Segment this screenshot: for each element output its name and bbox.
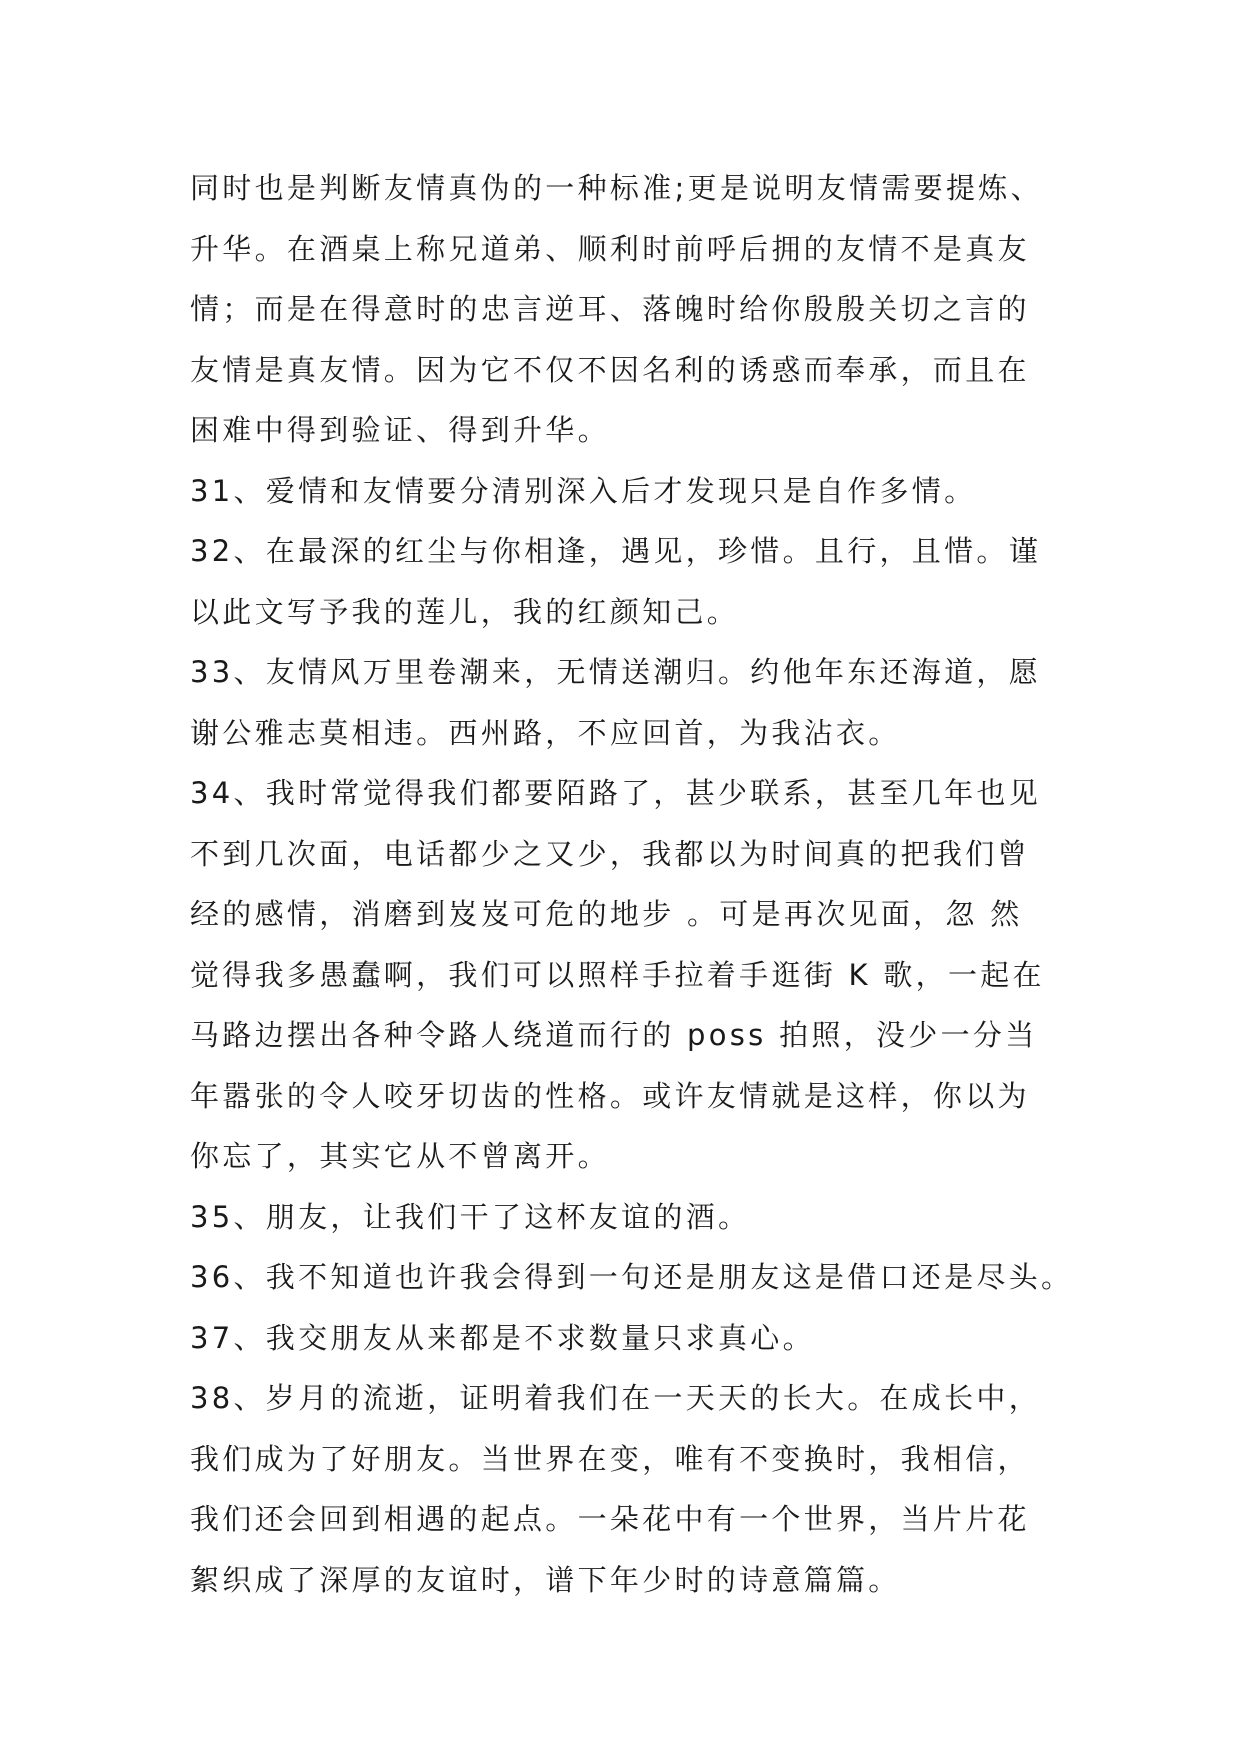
text-line: 絮织成了深厚的友谊时，谱下年少时的诗意篇篇。 [190,1562,901,1597]
text-line: 同时也是判断友情真伪的一种标准;更是说明友情需要提炼、 [190,171,1043,205]
text-line: 升华。在酒桌上称兄道弟、顺利时前呼后拥的友情不是真友 [190,231,1030,266]
text-line: 37、我交朋友从来都是不求数量只求真心。 [190,1320,815,1355]
document-body [190,158,1090,1610]
text-line: 我们还会回到相遇的起点。一朵花中有一个世界，当片片花 [190,1502,1030,1536]
text-line: 友情是真友情。因为它不仅不因名利的诱惑而奉承，而且在 [190,352,1030,387]
text-line: 38、岁月的流逝，证明着我们在一天天的长大。在成长中， [190,1381,1042,1415]
text-line: 觉得我多愚蠢啊，我们可以照样手拉着手逛街 K 歌，一起在 [190,957,1045,992]
text-line: 32、在最深的红尘与你相逢，遇见，珍惜。且行，且惜。谨 [190,534,1042,568]
text-line: 36、我不知道也许我会得到一句还是朋友这是借口还是尽头。 [190,1260,1074,1294]
text-line: 谢公雅志莫相违。西州路，不应回首，为我沾衣。 [190,715,901,750]
text-line: 33、友情风万里卷潮来，无情送潮归。约他年东还海道，愿 [190,655,1042,689]
text-line: 我们成为了好朋友。当世界在变，唯有不变换时，我相信， [190,1441,1030,1476]
text-line: 经的感情，消磨到岌岌可危的地步 。可是再次见面，忽 然 [190,897,1023,931]
text-line: 你忘了，其实它从不曾离开。 [190,1139,610,1173]
text-line: 马路边摆出各种令路人绕道而行的 poss 拍照，没少一分当 [190,1018,1038,1052]
text-line: 35、朋友，让我们干了这杯友谊的酒。 [190,1199,751,1234]
text-line: 以此文写予我的莲儿，我的红颜知己。 [190,594,740,629]
text-line: 不到几次面，电话都少之又少，我都以为时间真的把我们曾 [190,836,1030,871]
text-line: 困难中得到验证、得到升华。 [190,413,610,447]
text-line: 31、爱情和友情要分清别深入后才发现只是自作多情。 [190,473,977,508]
text-line: 年嚣张的令人咬牙切齿的性格。或许友情就是这样，你以为 [190,1078,1030,1113]
text-line: 34、我时常觉得我们都要陌路了，甚少联系，甚至几年也见 [190,776,1042,810]
text-line: 情；而是在得意时的忠言逆耳、落魄时给你殷殷关切之言的 [190,292,1030,326]
